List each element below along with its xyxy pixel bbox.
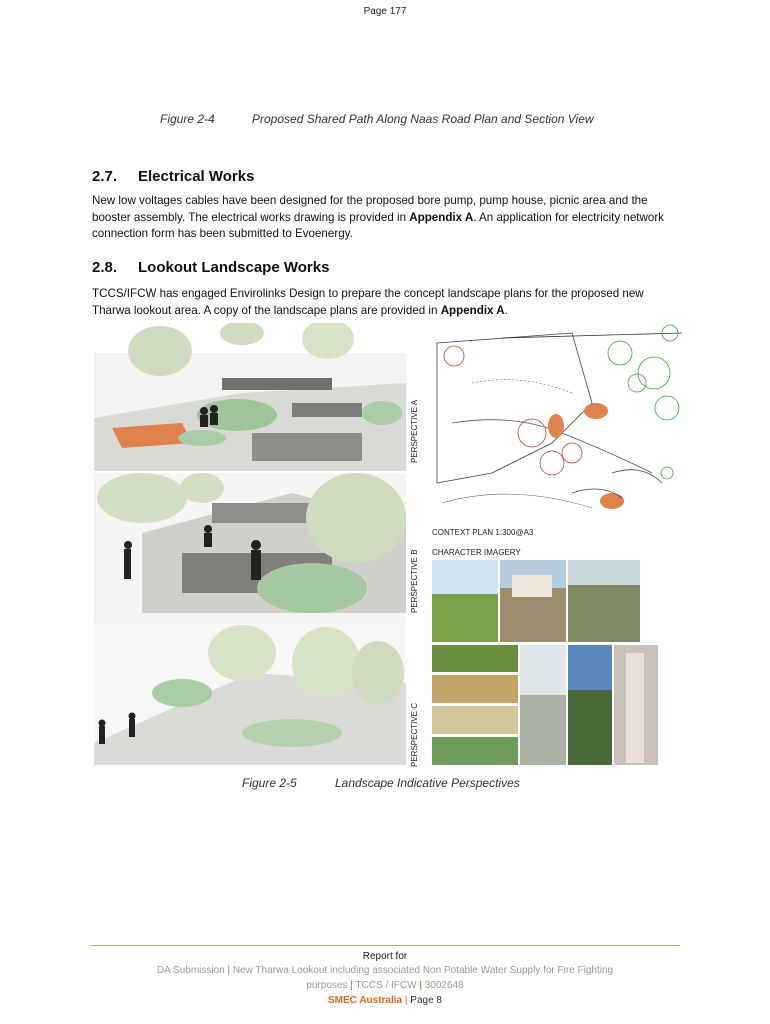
- section-2-7-number: 2.7.: [92, 168, 118, 185]
- landscape-perspectives-drawing: [92, 323, 682, 767]
- context-plan-drawing: [430, 325, 682, 525]
- figure-2-4-caption: Proposed Shared Path Along Naas Road Plan and Section View: [252, 112, 594, 126]
- perspective-b-label: PERSPECTIVE B: [410, 549, 419, 613]
- footer-separator: |: [419, 980, 422, 991]
- section-2-7-appendix-ref: Appendix A: [409, 210, 474, 224]
- section-2-7-paragraph: [92, 193, 674, 243]
- footer-project-title: New Tharwa Lookout including associated Non Potable Water Supply for Fire Fighting: [232, 965, 614, 976]
- character-imagery-label: CHARACTER IMAGERY: [432, 548, 521, 557]
- footer-separator: |: [350, 980, 353, 991]
- context-plan-label: CONTEXT PLAN 1:300@A3: [432, 528, 534, 537]
- section-2-8-appendix-ref: Appendix A: [440, 303, 505, 317]
- footer-client: TCCS / IFCW: [355, 980, 417, 991]
- character-imagery-photos: [432, 560, 658, 765]
- footer-project-number: 3002648: [424, 980, 464, 991]
- section-2-7-text-1: New low voltages cables have been designed for the proposed bore pump, pump house, picnic area and the booster assembly. The electrical works drawing is provided in: [92, 194, 648, 224]
- section-2-7-title: Electrical Works: [138, 168, 255, 185]
- footer-rule: [90, 945, 680, 946]
- perspective-c-label: PERSPECTIVE C: [410, 702, 419, 767]
- footer-purposes: purposes: [306, 980, 348, 991]
- perspective-b-sketch: [94, 473, 406, 623]
- figure-2-4-label: Figure 2-4: [160, 112, 215, 126]
- footer-line-3: [0, 978, 770, 993]
- perspective-a-label: PERSPECTIVE A: [410, 399, 419, 463]
- figure-2-5-label: Figure 2-5: [242, 776, 297, 790]
- section-2-8-text-1: TCCS/IFCW has engaged Envirolinks Design to prepare the concept landscape plans for the proposed new Tharwa lookout area. A copy of the landscape plans are provided in: [92, 287, 644, 317]
- footer-separator: |: [404, 995, 408, 1006]
- footer-company: SMEC Australia: [328, 995, 403, 1006]
- section-2-8-number: 2.8.: [92, 259, 118, 276]
- footer-page-number: Page 8: [410, 995, 442, 1006]
- perspective-c-sketch: [94, 623, 406, 765]
- landscape-perspectives-image: [92, 323, 682, 767]
- figure-2-5-caption: Landscape Indicative Perspectives: [335, 776, 520, 790]
- section-2-8-text-2: .: [504, 303, 508, 317]
- perspective-a-sketch: [94, 323, 406, 471]
- section-2-7-heading: [92, 168, 254, 185]
- section-2-8-heading: [92, 259, 329, 276]
- footer-line-2: [0, 963, 770, 978]
- footer-da-submission: DA Submission: [156, 965, 225, 976]
- footer-separator: |: [227, 965, 231, 976]
- section-2-7-text-2: . An application for electricity network connection form has been submitted to Evoenergy.: [92, 210, 664, 240]
- section-2-8-paragraph: [92, 286, 678, 319]
- footer-line-4: [0, 993, 770, 1008]
- section-2-8-title: Lookout Landscape Works: [138, 259, 330, 276]
- footer-report-for: Report for: [362, 951, 408, 962]
- page-number: Page 177: [363, 6, 407, 17]
